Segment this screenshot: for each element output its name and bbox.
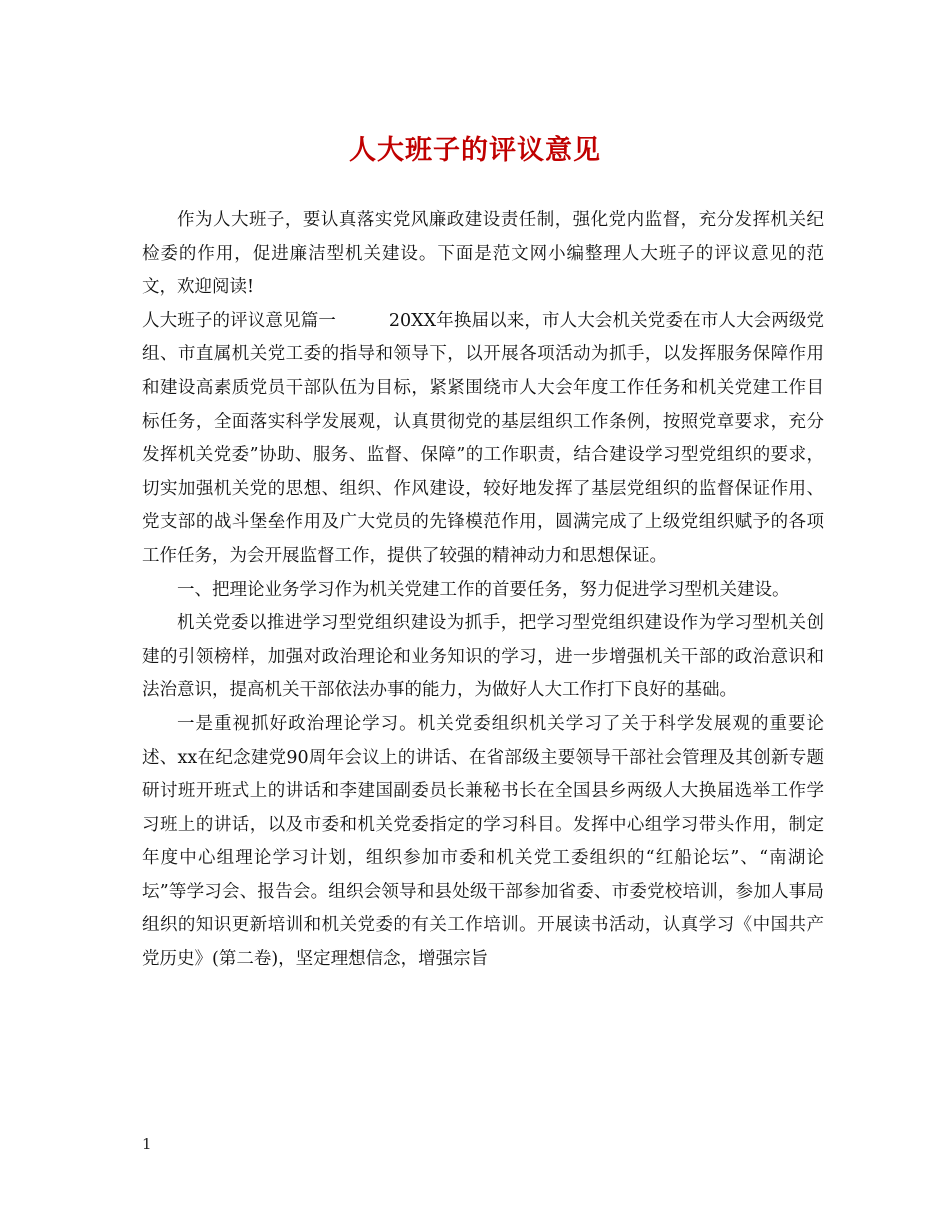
paragraph-2: 一、把理论业务学习作为机关党建工作的首要任务，努力促进学习型机关建设。: [177, 579, 790, 600]
section-gap: [336, 311, 389, 331]
intro-paragraph: 作为人大班子，要认真落实党风廉政建设责任制，强化党内监督，充分发挥机关纪检委的作用，促进廉洁型机关建设。下面是范文网小编整理人大班子的评议意见的范文，欢迎阅读!: [142, 210, 824, 298]
paragraph-3: 机关党委以推进学习型党组织建设为抓手，把学习型党组织建设作为学习型机关创建的引领榜样，加强对政治理论和业务知识的学习，进一步增强机关干部的政治意识和法治意识，提高机关干部依法办事的能力，为做好人大工作打下良好的基础。: [142, 613, 824, 701]
section-paragraph: [142, 305, 824, 574]
page-title: 人大班子的评议意见: [349, 135, 601, 166]
page-number: 1: [142, 1135, 152, 1153]
paragraph-1: 20XX年换届以来，市人大会机关党委在市人大会两级党组、市直属机关党工委的指导和领导下，以开展各项活动为抓手，以发挥服务保障作用和建设高素质党员干部队伍为目标，紧紧围绕市人大会年度工作任务和机关党建工作目标任务，全面落实科学发展观，认真贯彻党的基层组织工作条例，按照党章要求，充分发挥机关党委”协助、服务、监督、保障”的工作职责，结合建设学习型党组织的要求，切实加强机关党的思想、组织、作风建设，较好地发挥了基层党组织的监督保证作用、党支部的战斗堡垒作用及广大党员的先锋模范作用，圆满完成了上级党组织赋予的各项工作任务，为会开展监督工作，提供了较强的精神动力和思想保证。: [142, 310, 825, 566]
paragraph-4: 一是重视抓好政治理论学习。机关党委组织机关学习了关于科学发展观的重要论述、xx在纪念建党90周年会议上的讲话、在省部级主要领导干部社会管理及其创新专题研讨班开班式上的讲话和李建国副委员长兼秘书长在全国县乡两级人大换届选举工作学习班上的讲话，以及市委和机关党委指定的学习科目。发挥中心组学习带头作用，制定年度中心组理论学习计划，组织参加市委和机关党工委组织的“红船论坛”、“南湖论坛”等学习会、报告会。组织会领导和县处级干部参加省委、市委党校培训，参加人事局组织的知识更新培训和机关党委的有关工作培训。开展读书活动，认真学习《中国共产党历史》(第二卷)，坚定理想信念，增强宗旨: [142, 713, 824, 970]
document-body: [142, 204, 824, 977]
section-heading: 人大班子的评议意见篇一: [142, 310, 336, 331]
